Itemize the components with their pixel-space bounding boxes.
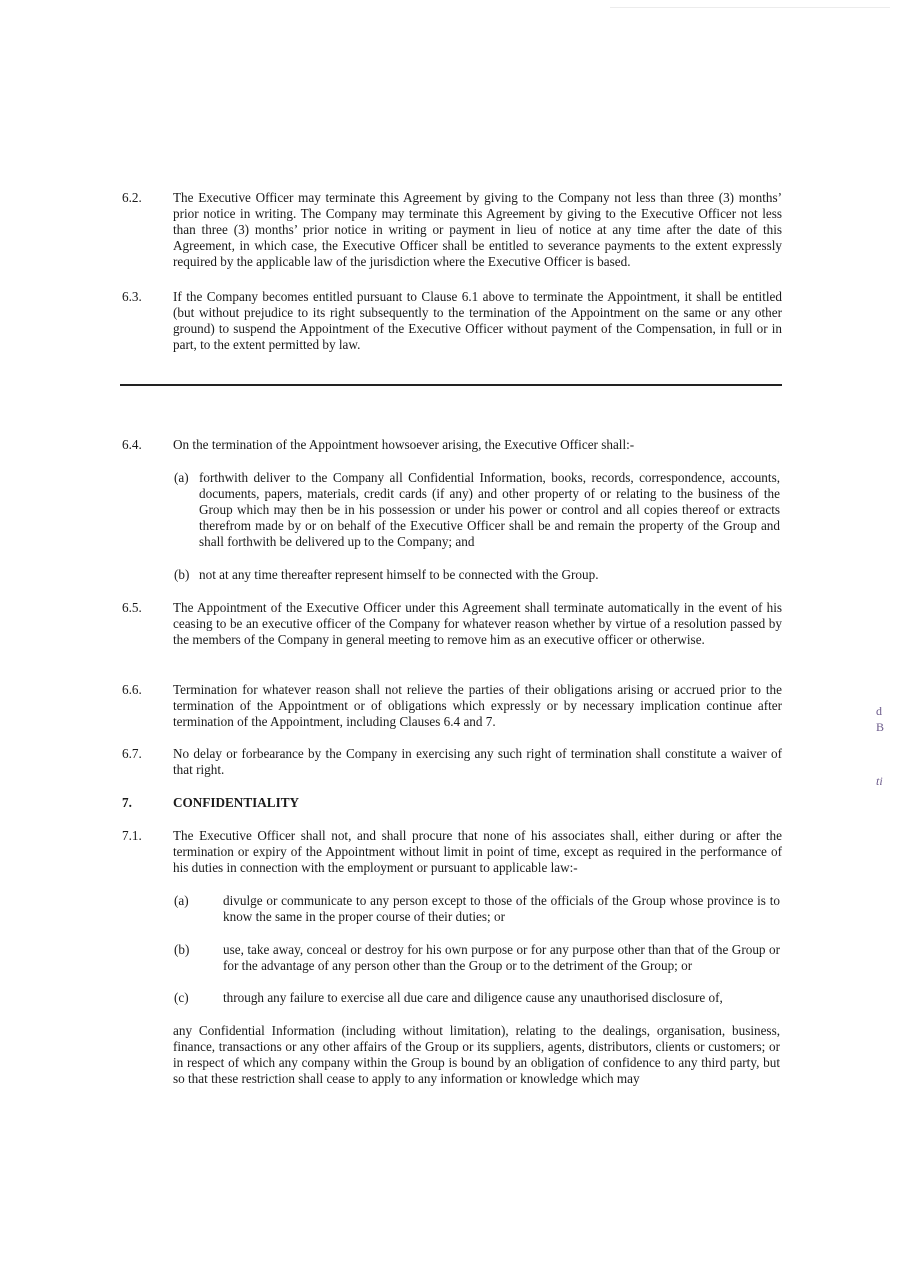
clause-text: The Executive Officer may terminate this Agreement by giving to the Company not less than three (3) months’ prior notice in writing. The Company may terminate this Agreement by giving to the Executive Officer not less than three (3) months’ prior notice in writing or payment in lieu of notice at any time after the date of this Agreement, in which case, the Executive Officer shall be entitled to severance payments to the extent expressly required by the applicable law of the jurisdiction where the Executive Officer is based. bbox=[173, 190, 782, 269]
item-letter: (b) bbox=[174, 942, 190, 957]
clause-6-2 bbox=[122, 190, 782, 270]
margin-mark: B bbox=[876, 720, 885, 734]
clause-6-4-item-a bbox=[174, 470, 780, 550]
margin-mark: d bbox=[876, 704, 882, 718]
clause-6-4 bbox=[122, 437, 782, 453]
margin-marks bbox=[876, 690, 896, 800]
item-text: forthwith deliver to the Company all Confidential Information, books, records, correspondence, accounts, documents, papers, materials, credit cards (if any) and other property of or relating to the business of the Group which may then be in his possession or under his power or control and all copies thereof or extracts therefrom made by or on behalf of the Executive Officer shall be and remain the property of the Group and shall forthwith be delivered up to the Company; and bbox=[199, 470, 780, 549]
clause-7-1-closing: any Confidential Information (including without limitation), relating to the dealings, organisation, business, finance, transactions or any other affairs of the Group or its suppliers, agents, distributors, clients or customers; or in respect of which any company within the Group is bound by an obligation of confidence to any third party, but so that these restriction shall cease to apply to any information or knowledge which may bbox=[173, 1023, 780, 1086]
clause-6-3 bbox=[122, 289, 782, 353]
clause-6-7 bbox=[122, 746, 782, 778]
clause-7-1-item-c bbox=[174, 990, 780, 1006]
clause-7-1 bbox=[122, 828, 782, 876]
clause-text: Termination for whatever reason shall not relieve the parties of their obligations arising or accrued prior to the termination of the Appointment or of obligations which expressly or by necessary implication continue after termination of the Appointment, including Clauses 6.4 and 7. bbox=[173, 682, 782, 729]
item-text: use, take away, conceal or destroy for his own purpose or for any purpose other than that of the Group or for the advantage of any person other than the Group or to the detriment of the Group; or bbox=[223, 942, 780, 973]
clause-number: 6.7. bbox=[122, 746, 142, 761]
scan-edge bbox=[610, 7, 890, 8]
clause-number: 6.3. bbox=[122, 289, 142, 304]
clause-7-1-item-b bbox=[174, 942, 780, 974]
item-letter: (c) bbox=[174, 990, 189, 1005]
item-text: not at any time thereafter represent himself to be connected with the Group. bbox=[199, 567, 599, 582]
clause-number: 6.5. bbox=[122, 600, 142, 615]
item-letter: (a) bbox=[174, 470, 189, 485]
margin-mark: ti bbox=[876, 774, 883, 788]
clause-6-4-item-b bbox=[174, 567, 780, 583]
clause-number: 6.2. bbox=[122, 190, 142, 205]
clause-text: On the termination of the Appointment howsoever arising, the Executive Officer shall:- bbox=[173, 437, 635, 452]
section-title: CONFIDENTIALITY bbox=[173, 795, 300, 810]
clause-text: The Appointment of the Executive Officer under this Agreement shall terminate automatically in the event of his ceasing to be an executive officer of the Company for whatever reason whether by virtue of a resolution passed by the members of the Company in general meeting to remove him as an executive officer or otherwise. bbox=[173, 600, 782, 647]
clause-number: 6.4. bbox=[122, 437, 142, 452]
item-text: through any failure to exercise all due care and diligence cause any unauthorised disclosure of, bbox=[223, 990, 723, 1005]
item-letter: (b) bbox=[174, 567, 190, 582]
section-7-heading bbox=[122, 795, 782, 811]
item-text: divulge or communicate to any person except to those of the officials of the Group whose province is to know the same in the proper course of their duties; or bbox=[223, 893, 780, 924]
item-letter: (a) bbox=[174, 893, 189, 908]
clause-text: The Executive Officer shall not, and shall procure that none of his associates shall, either during or after the termination or expiry of the Appointment without limit in point of time, except as required in the performance of his duties in connection with the employment or pursuant to applicable law:- bbox=[173, 828, 782, 875]
page-divider bbox=[120, 384, 782, 386]
clause-text: No delay or forbearance by the Company in exercising any such right of termination shall constitute a waiver of that right. bbox=[173, 746, 782, 777]
clause-number: 7.1. bbox=[122, 828, 142, 843]
clause-6-5 bbox=[122, 600, 782, 648]
clause-text: If the Company becomes entitled pursuant to Clause 6.1 above to terminate the Appointment, it shall be entitled (but without prejudice to its right subsequently to the termination of the Appointment on the same or any other ground) to suspend the Appointment of the Executive Officer without payment of the Compensation, in full or in part, to the extent permitted by law. bbox=[173, 289, 782, 352]
clause-6-6 bbox=[122, 682, 782, 730]
clause-number: 6.6. bbox=[122, 682, 142, 697]
section-number: 7. bbox=[122, 795, 132, 810]
clause-7-1-item-a bbox=[174, 893, 780, 925]
